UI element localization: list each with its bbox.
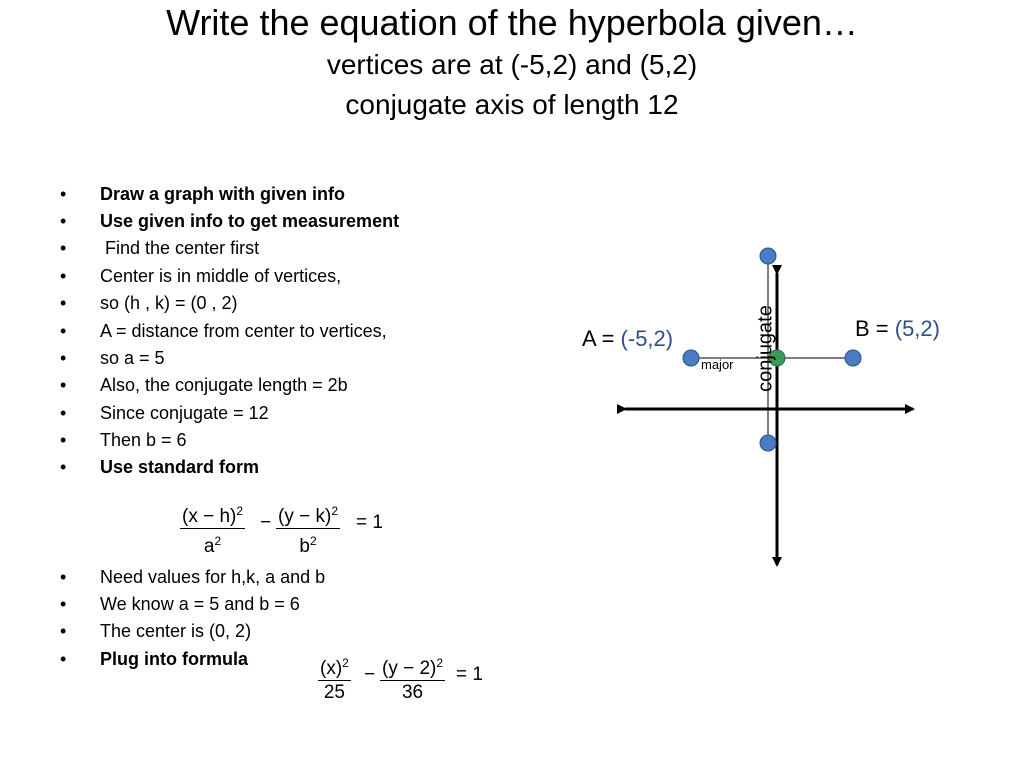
vertex-a-label (582, 326, 673, 352)
equals-one: = 1 (456, 664, 483, 685)
bullet-dot: • (60, 375, 67, 395)
bullet-dot: • (60, 211, 67, 231)
bullet-text: Plug into formula (100, 649, 248, 669)
hyperbola-sketch (560, 230, 1000, 590)
bullet-dot: • (60, 594, 67, 614)
equals-one: = 1 (356, 512, 383, 533)
denominator-b: b (299, 536, 310, 557)
bullet-dot: • (60, 403, 67, 423)
exponent: 2 (436, 656, 444, 670)
standard-form-formula (180, 500, 400, 560)
bullet-dot: • (60, 621, 67, 641)
bullet-dot: • (60, 266, 67, 286)
vertex-b-value: (5,2) (894, 316, 940, 341)
exponent: 2 (214, 534, 222, 548)
major-label: major (701, 357, 734, 372)
title-conjugate: conjugate axis of length 12 (345, 89, 679, 120)
vertex-a-prefix: A = (582, 326, 621, 351)
bullet-text: Need values for h,k, a and b (100, 567, 326, 587)
sketch-canvas (560, 230, 1000, 590)
bullet-dot: • (60, 238, 67, 258)
bullet-text: Then b = 6 (100, 430, 187, 450)
fraction-x-term (318, 652, 351, 705)
conjugate-top-point (760, 248, 776, 264)
bullet-dot: • (60, 430, 67, 450)
vertex-b-prefix: B = (855, 316, 895, 341)
fraction-x-term (180, 500, 245, 559)
denominator-a: a (203, 536, 215, 557)
conjugate-bottom-point (760, 435, 776, 451)
vertex-a-value: (-5,2) (620, 326, 674, 351)
bullet-text: Find the center first (100, 238, 260, 258)
bullet-text: A = distance from center to vertices, (100, 321, 387, 341)
bullet-text: We know a = 5 and b = 6 (100, 594, 300, 614)
minus-sign: − (260, 512, 272, 533)
bullet-dot: • (60, 293, 67, 313)
denominator-25: 25 (323, 682, 345, 703)
numerator-x: (x − h) (182, 506, 237, 527)
bullet-text: Draw a graph with given info (100, 184, 346, 204)
fraction-y-term (276, 500, 340, 559)
fraction-y-term (380, 652, 445, 705)
bullet-dot: • (60, 184, 67, 204)
title-main: Write the equation of the hyperbola given… (166, 2, 858, 43)
numerator-x: (x) (320, 658, 343, 679)
title-vertices: vertices are at (-5,2) and (5,2) (326, 49, 698, 80)
vertex-b-label (855, 316, 940, 342)
bullet-text: Use standard form (100, 457, 260, 477)
bullet-dot: • (60, 348, 67, 368)
bullet-dot: • (60, 321, 67, 341)
bullet-text: so a = 5 (100, 348, 165, 368)
bullet-dot: • (60, 649, 67, 669)
bullet-text: Use given info to get measurement (100, 211, 400, 231)
exponent: 2 (331, 504, 338, 518)
numerator-y: (y − k) (278, 506, 332, 527)
exponent: 2 (236, 504, 244, 518)
exponent: 2 (309, 534, 317, 548)
denominator-36: 36 (401, 682, 424, 703)
bullet-text: Since conjugate = 12 (100, 403, 269, 423)
bullet-dot: • (60, 457, 67, 477)
conjugate-label: conjugate (754, 305, 777, 392)
bullet-text: Center is in middle of vertices, (100, 266, 342, 286)
bullet-dot: • (60, 567, 67, 587)
exponent: 2 (342, 656, 349, 670)
final-formula (318, 652, 508, 712)
bullet-text: The center is (0, 2) (100, 621, 252, 641)
vertex-b-point (845, 350, 861, 366)
bullet-text: so (h , k) = (0 , 2) (100, 293, 238, 313)
bullet-text: Also, the conjugate length = 2b (100, 375, 348, 395)
slide-title (0, 0, 1024, 125)
minus-sign: − (364, 664, 376, 685)
vertex-a-point (683, 350, 699, 366)
numerator-y: (y − 2) (382, 658, 437, 679)
